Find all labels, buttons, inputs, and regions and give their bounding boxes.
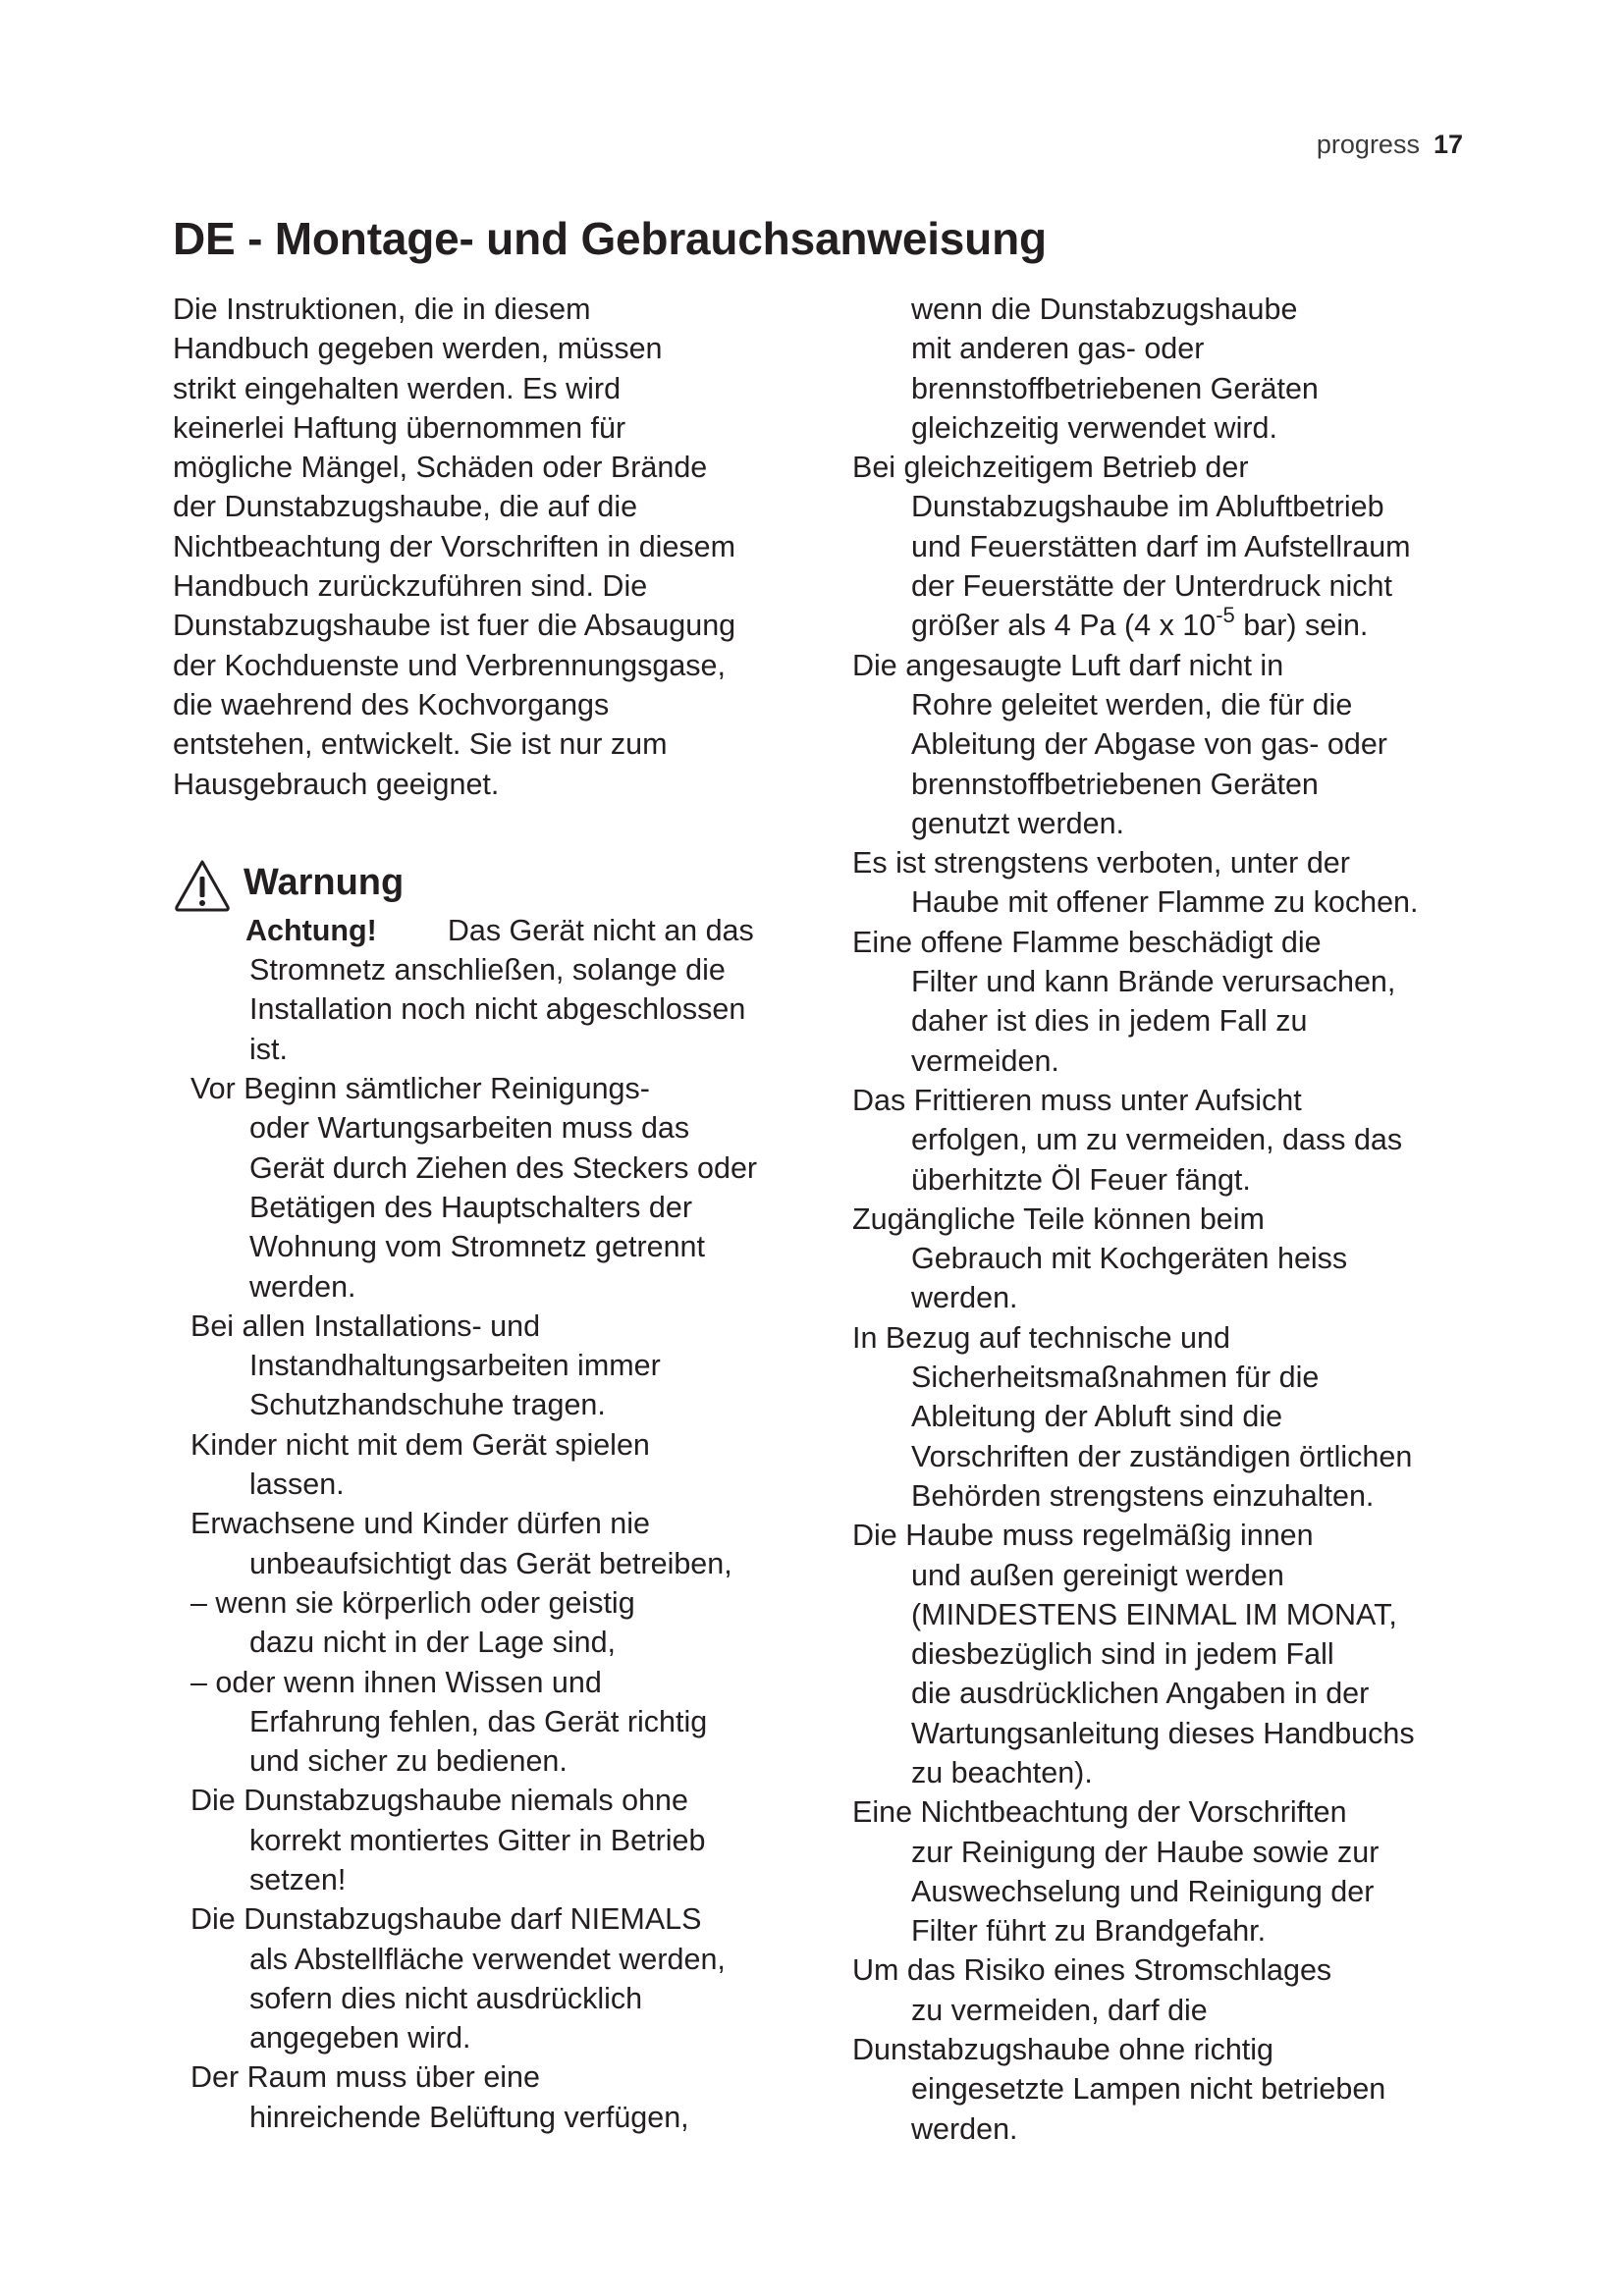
item-continuation-line: überhitzte Öl Feuer fängt. <box>911 1162 1251 1197</box>
item-continuation-line: eingesetzte Lampen nicht betrieben <box>911 2072 1386 2107</box>
intro-line: Dunstabzugshaube ist fuer die Absaugung <box>173 609 736 643</box>
item-continuation-line: unbeaufsichtigt das Gerät betreiben, <box>249 1546 732 1580</box>
intro-line: der Kochduenste und Verbrennungsgase, <box>173 648 726 682</box>
item-first-line: Um das Risiko eines Stromschlages <box>852 1953 1332 1988</box>
item-continuation-line: zu vermeiden, darf die <box>911 1993 1208 2027</box>
item-continuation-line: oder Wartungsarbeiten muss das <box>249 1111 690 1146</box>
item-continuation-line: hinreichende Belüftung verfügen, <box>249 2100 689 2134</box>
warning-triangle-icon <box>173 858 232 913</box>
item-continuation-line: sofern dies nicht ausdrücklich <box>249 1981 643 2015</box>
list-item <box>852 843 1481 923</box>
item-continuation-line: zur Reinigung der Haube sowie zur <box>911 1835 1380 1869</box>
list-item <box>173 1899 821 2057</box>
list-item <box>173 1307 821 1425</box>
item-continuation-line: Ableitung der Abluft sind die <box>911 1400 1283 1434</box>
item-continuation-line: Behörden strengstens einzuhalten. <box>911 1478 1375 1513</box>
item-continuation-line: angegeben wird. <box>249 2021 471 2056</box>
list-item <box>852 923 1481 1081</box>
item-continuation-line: Gebrauch mit Kochgeräten heiss <box>911 1242 1348 1276</box>
item-first-line: Die Haube muss regelmäßig innen <box>852 1519 1314 1553</box>
item-first-line: Die angesaugte Luft darf nicht in <box>852 648 1284 682</box>
item-continuation-line: diesbezüglich sind in jedem Fall <box>911 1637 1334 1672</box>
intro-line: Nichtbeachtung der Vorschriften in diesem <box>173 529 736 563</box>
intro-line: Die Instruktionen, die in diesem <box>173 293 591 326</box>
brand-name: progress <box>1316 130 1420 159</box>
item-continuation-line: zu beachten). <box>911 1755 1093 1789</box>
intro-line: Handbuch zurückzuführen sind. Die <box>173 569 648 604</box>
item-continuation-line: Wartungsanleitung dieses Handbuchs <box>911 1716 1415 1750</box>
intro-line: strikt eingehalten werden. Es wird <box>173 371 622 405</box>
right-items <box>852 646 1481 2149</box>
item-continuation-line: werden. <box>249 1269 356 1304</box>
item-continuation-line: werden. <box>911 2111 1018 2146</box>
item-first-line: – wenn sie körperlich oder geistig <box>190 1585 635 1620</box>
item-continuation-line: Auswechselung und Reinigung der <box>911 1874 1375 1908</box>
item-continuation-line: mit anderen gas- oder <box>911 332 1205 366</box>
item-continuation-line: Schutzhandschuhe tragen. <box>249 1388 606 1422</box>
item-first-line: Erwachsene und Kinder dürfen nie <box>190 1507 650 1541</box>
item-continuation-line: Rohre geleitet werden, die für die <box>911 687 1353 721</box>
item-continuation-line: Gerät durch Ziehen des Steckers oder <box>249 1150 758 1185</box>
item-first-line: In Bezug auf technische und <box>852 1320 1230 1355</box>
item-continuation-line: erfolgen, um zu vermeiden, dass das <box>911 1123 1403 1157</box>
list-item <box>173 1583 821 1663</box>
item-continuation-line: (MINDESTENS EINMAL IM MONAT, <box>911 1597 1397 1631</box>
item-first-line: Eine Nichtbeachtung der Vorschriften <box>852 1795 1347 1830</box>
item-continuation-line: gleichzeitig verwendet wird. <box>911 410 1277 445</box>
item-continuation-line: als Abstellfläche verwendet werden, <box>249 1942 726 1976</box>
achtung-continuation-line: Installation noch nicht abgeschlossen <box>249 992 746 1027</box>
list-item <box>173 1781 821 1899</box>
item-continuation-line: werden. <box>911 1281 1018 1315</box>
achtung-line <box>173 911 821 950</box>
list-item <box>852 1200 1481 1318</box>
item-first-line: Die Dunstabzugshaube darf NIEMALS <box>190 1902 702 1937</box>
list-item <box>852 1792 1481 1950</box>
item-continuation-line: der Feuerstätte der Unterdruck nicht <box>911 569 1392 604</box>
item-continuation-line: Vorschriften der zuständigen örtlichen <box>911 1439 1413 1473</box>
intro-line: Handbuch gegeben werden, müssen <box>173 332 663 366</box>
item-continuation-line: setzen! <box>249 1862 347 1896</box>
item-continuation-line: Sicherheitsmaßnahmen für die <box>911 1361 1320 1395</box>
intro-line: Hausgebrauch geeignet. <box>173 767 500 801</box>
achtung-continuation-line: Stromnetz anschließen, solange die <box>249 953 726 988</box>
item-continuation-line: und sicher zu bedienen. <box>249 1744 568 1779</box>
item-continuation-line: Dunstabzugshaube im Abluftbetrieb <box>911 490 1384 524</box>
item-continuation-line: Wohnung vom Stromnetz getrennt <box>249 1230 705 1264</box>
item-continuation-line: Ableitung der Abgase von gas- oder <box>911 727 1387 762</box>
item-first-line: Kinder nicht mit dem Gerät spielen <box>190 1427 650 1462</box>
warning-section <box>173 858 821 2137</box>
list-item <box>173 1425 821 1505</box>
continued-item <box>852 290 1481 448</box>
page-title: DE - Montage- und Gebrauchsanweisung <box>173 213 1047 264</box>
item-first-line: Vor Beginn sämtlicher Reinigungs- <box>190 1072 650 1106</box>
pressure-exponent: -5 <box>1216 603 1235 628</box>
item-first-line: Es ist strengstens verboten, unter der <box>852 846 1350 881</box>
item-continuation-line: dazu nicht in der Lage sind, <box>249 1626 617 1660</box>
list-item <box>852 2030 1481 2149</box>
left-column <box>173 290 821 2137</box>
list-item <box>852 1318 1481 1516</box>
intro-line: entstehen, entwickelt. Sie ist nur zum <box>173 727 668 762</box>
list-item <box>173 1069 821 1307</box>
item-continuation-line: genutzt werden. <box>911 806 1125 840</box>
intro-line: der Dunstabzugshaube, die auf die <box>173 490 638 524</box>
item-continuation-line: brennstoffbetriebenen Geräten <box>911 767 1319 801</box>
intro-line: mögliche Mängel, Schäden oder Brände <box>173 451 708 485</box>
item-continuation-line: korrekt montiertes Gitter in Betrieb <box>249 1823 706 1857</box>
item-continuation-line: lassen. <box>249 1468 345 1502</box>
intro-line: die waehrend des Kochvorgangs <box>173 687 610 721</box>
item-continuation-line: und Feuerstätten darf im Aufstellraum <box>911 529 1411 563</box>
item-first-line: Das Frittieren muss unter Aufsicht <box>852 1083 1302 1117</box>
list-item <box>852 1081 1481 1200</box>
item-continuation-line: brennstoffbetriebenen Geräten <box>911 371 1319 405</box>
item-continuation-line: Instandhaltungsarbeiten immer <box>249 1349 661 1383</box>
pressure-line <box>852 603 1481 645</box>
pressure-unit: bar) sein. <box>1234 609 1369 643</box>
item-continuation <box>852 487 1481 606</box>
achtung-label: Achtung! <box>245 913 377 947</box>
item-first-line: Eine offene Flamme beschädigt die <box>852 925 1322 959</box>
achtung-continuation-line: ist. <box>249 1032 288 1066</box>
item-continuation-line: wenn die Dunstabzugshaube <box>911 293 1298 326</box>
item-continuation-line: vermeiden. <box>911 1043 1059 1078</box>
item-first-line: – oder wenn ihnen Wissen und <box>190 1665 602 1699</box>
list-item <box>852 1516 1481 1792</box>
pressure-text: größer als 4 Pa (4 x 10 <box>911 609 1217 643</box>
intro-line: keinerlei Haftung übernommen für <box>173 410 626 445</box>
item-continuation-line: Betätigen des Hauptschalters der <box>249 1190 692 1224</box>
list-item <box>173 1504 821 1583</box>
item-first-line: Dunstabzugshaube ohne richtig <box>852 2033 1273 2067</box>
intro-paragraph <box>173 290 821 804</box>
item-first-line: Der Raum muss über eine <box>190 2060 540 2095</box>
pressure-item <box>852 448 1481 645</box>
warning-heading <box>173 858 821 911</box>
achtung-text: Das Gerät nicht an das <box>447 913 754 947</box>
list-item <box>852 1950 1481 2030</box>
item-first-line: Die Dunstabzugshaube niemals ohne <box>190 1784 688 1818</box>
item-continuation-line: die ausdrücklichen Angaben in der <box>911 1677 1370 1711</box>
list-item <box>173 1663 821 1782</box>
item-continuation-line: Erfahrung fehlen, das Gerät richtig <box>249 1704 708 1738</box>
page-number: 17 <box>1433 130 1463 159</box>
page-header <box>1317 130 1463 160</box>
item-first-line: Bei allen Installations- und <box>190 1308 541 1343</box>
achtung-continuation <box>173 950 821 1069</box>
item-continuation-line: Filter und kann Brände verursachen, <box>911 965 1396 999</box>
item-continuation-line: und außen gereinigt werden <box>911 1558 1284 1592</box>
list-item <box>852 646 1481 843</box>
item-first-line: Zugängliche Teile können beim <box>852 1201 1265 1236</box>
warning-title: Warnung <box>244 861 405 903</box>
item-continuation-line: daher ist dies in jedem Fall zu <box>911 1004 1308 1039</box>
item-continuation-line: Haube mit offener Flamme zu kochen. <box>911 885 1419 920</box>
item-continuation-line: Filter führt zu Brandgefahr. <box>911 1914 1267 1949</box>
item-first-line: Bei gleichzeitigem Betrieb der <box>852 451 1249 485</box>
warning-items <box>173 1069 821 2137</box>
right-column <box>852 290 1481 2149</box>
list-item <box>173 2057 821 2137</box>
